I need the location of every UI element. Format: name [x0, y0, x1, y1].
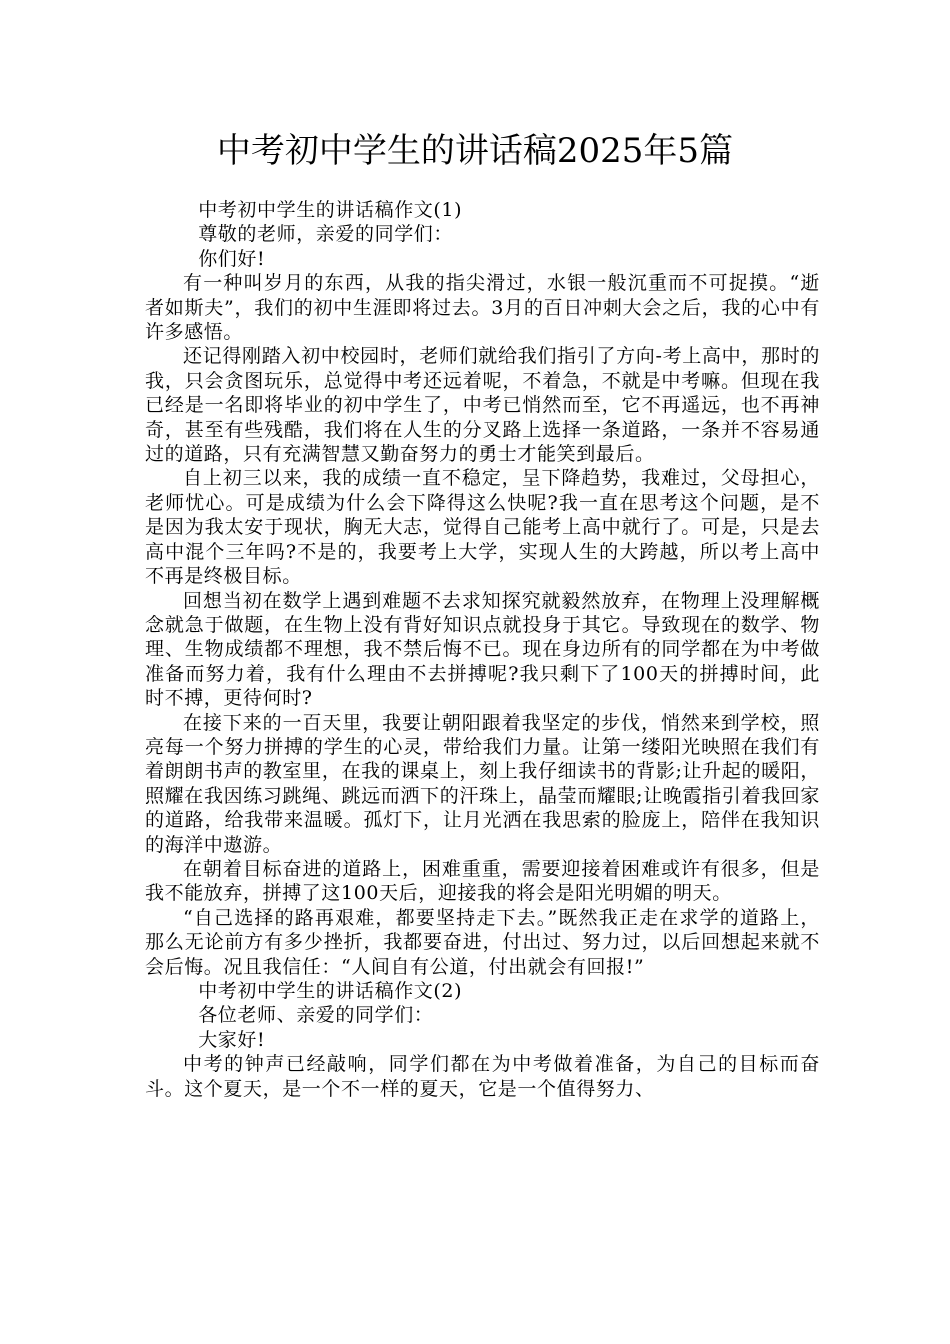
- paragraph: 大家好!: [198, 1028, 266, 1051]
- paragraph: 回想当初在数学上遇到难题不去求知探究就毅然放弃，在物理上没理解概念就急于做题，在生物上没有背好知识点就投身于其它。导致现在的数学、物理、生物成绩都不理想，我不禁后悔不已。现在身边所有的同学都在为中考做准备而努力着，我有什么理由不去拼搏呢?我只剩下了100天的拼搏时间，此时不搏，更待何时?: [145, 589, 820, 710]
- paragraph: 有一种叫岁月的东西，从我的指尖滑过，水银一般沉重而不可捉摸。“逝者如斯夫”，我们的初中生涯即将过去。3月的百日冲刺大会之后，我的心中有许多感悟。: [145, 272, 820, 344]
- paragraph: 尊敬的老师，亲爱的同学们：: [198, 223, 453, 246]
- paragraph: 中考的钟声已经敲响，同学们都在为中考做着准备，为自己的目标而奋斗。这个夏天，是一个不一样的夏天，它是一个值得努力、: [145, 1053, 820, 1100]
- paragraph: 自上初三以来，我的成绩一直不稳定，呈下降趋势，我难过，父母担心，老师忧心。可是成绩为什么会下降得这么快呢?我一直在思考这个问题，是不是因为我太安于现状，胸无大志，觉得自己能考上高中就行了。可是，只是去高中混个三年吗?不是的，我要考上大学，实现人生的大跨越，所以考上高中不再是终极目标。: [145, 467, 820, 588]
- paragraph: “自己选择的路再艰难，都要坚持走下去。”既然我正走在求学的道路上，那么无论前方有多少挫折，我都要奋进，付出过、努力过，以后回想起来就不会后悔。况且我信任：“人间自有公道，付出就会有回报!”: [145, 906, 820, 978]
- document-title: 中考初中学生的讲话稿2025年5篇: [216, 131, 734, 171]
- paragraph: 在朝着目标奋进的道路上，困难重重，需要迎接着困难或许有很多，但是我不能放弃，拼搏了这100天后，迎接我的将会是阳光明媚的明天。: [145, 857, 820, 905]
- section-heading: 中考初中学生的讲话稿作文(1): [198, 199, 463, 221]
- paragraph: 在接下来的一百天里，我要让朝阳跟着我坚定的步伐，悄然来到学校，照亮每一个努力拼搏的学生的心灵，带给我们力量。让第一缕阳光映照在我们有着朗朗书声的教室里，在我的课桌上，刻上我仔细读书的背影;让升起的暖阳，照耀在我因练习跳绳、跳远而洒下的汗珠上，晶莹而耀眼;让晚霞指引着我回家的道路，给我带来温暖。孤灯下，让月光洒在我思索的脸庞上，陪伴在我知识的海洋中遨游。: [145, 711, 820, 856]
- section-heading: 中考初中学生的讲话稿作文(2): [198, 980, 463, 1002]
- paragraph: 你们好!: [198, 247, 266, 270]
- paragraph: 还记得刚踏入初中校园时，老师们就给我们指引了方向-考上高中，那时的我，只会贪图玩乐，总觉得中考还远着呢，不着急，不就是中考嘛。但现在我已经是一名即将毕业的初中学生了，中考已悄然而至，它不再遥远，也不再神奇，甚至有些残酷，我们将在人生的分叉路上选择一条道路，一条并不容易通过的道路，只有充满智慧又勤奋努力的勇士才能笑到最后。: [145, 345, 820, 466]
- document-body: [145, 198, 820, 1101]
- paragraph: 各位老师、亲爱的同学们：: [198, 1004, 434, 1027]
